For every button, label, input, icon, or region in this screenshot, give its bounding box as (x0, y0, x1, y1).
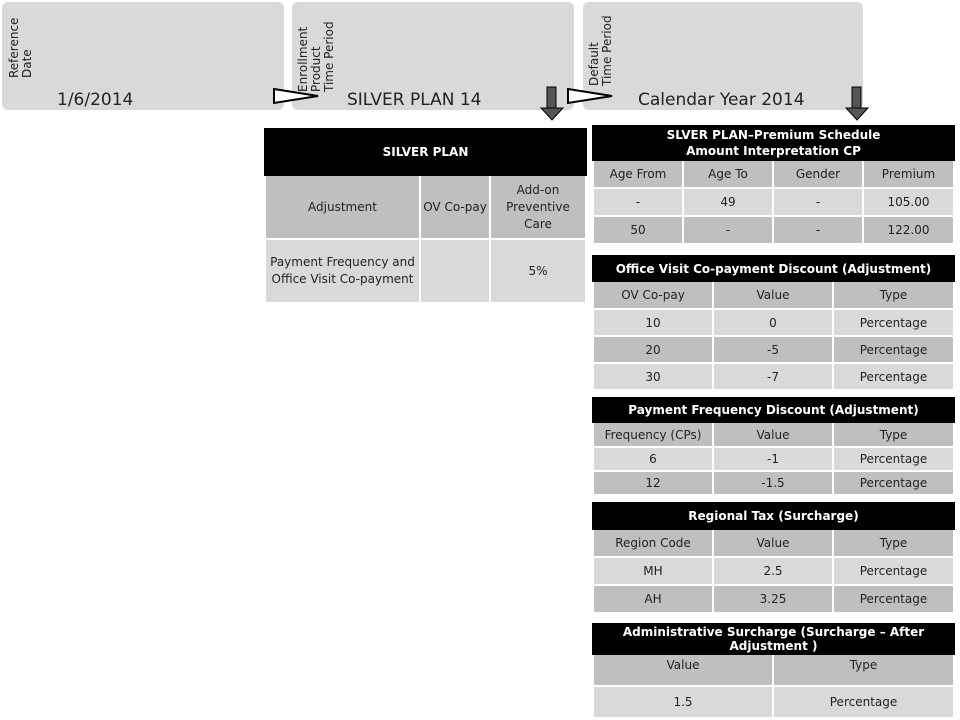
column-header: Age From (593, 160, 683, 188)
enrollment-product-value: SILVER PLAN 14 (347, 90, 482, 110)
reference-date-value: 1/6/2014 (57, 90, 134, 110)
column-header: OV Co-pay (593, 281, 713, 309)
silver-plan-table (264, 128, 587, 304)
column-header: Premium (863, 160, 954, 188)
column-header: Age To (683, 160, 773, 188)
column-header: Adjustment (265, 175, 420, 239)
payment-frequency-title: Payment Frequency Discount (Adjustment) (593, 398, 954, 422)
premium-schedule-title: SLVER PLAN–Premium Schedule Amount Interpretation CP (593, 126, 954, 160)
table-row: 12 -1.5 Percentage (593, 471, 954, 495)
table-row: 30 -7 Percentage (593, 363, 954, 390)
down-arrow-icon (539, 86, 565, 122)
table-row: 1.5 Percentage (593, 686, 954, 718)
ov-discount-title: Office Visit Co-payment Discount (Adjustment) (593, 256, 954, 281)
admin-surcharge-title: Administrative Surcharge (Surcharge – After Adjustment ) (593, 624, 954, 654)
default-time-period-box (583, 2, 863, 110)
column-header: Value (713, 281, 833, 309)
reference-date-box (2, 2, 284, 110)
admin-surcharge-table (592, 623, 955, 719)
ov-discount-table (592, 255, 955, 391)
column-header: Value (713, 529, 833, 557)
column-header: OV Co-pay (420, 175, 490, 239)
column-header: Type (833, 281, 954, 309)
column-header: Type (833, 422, 954, 447)
table-row: 10 0 Percentage (593, 309, 954, 336)
table-row: 20 -5 Percentage (593, 336, 954, 363)
column-header: Gender (773, 160, 863, 188)
table-row: Payment Frequency and Office Visit Co-payment 5% (265, 239, 586, 303)
regional-tax-table (592, 502, 955, 614)
table-row: MH 2.5 Percentage (593, 557, 954, 585)
enrollment-product-label: Enrollment Product Time Period (296, 21, 336, 92)
column-header: Value (593, 654, 773, 686)
reference-date-label: Reference Date (7, 17, 34, 78)
flow-arrow-icon (566, 86, 614, 106)
table-row: AH 3.25 Percentage (593, 585, 954, 613)
column-header: Value (713, 422, 833, 447)
silver-plan-title: SILVER PLAN (265, 129, 586, 175)
default-time-period-value: Calendar Year 2014 (638, 90, 805, 110)
table-row: 6 -1 Percentage (593, 447, 954, 471)
column-header: Region Code (593, 529, 713, 557)
premium-schedule-table (592, 125, 955, 245)
column-header: Frequency (CPs) (593, 422, 713, 447)
column-header: Type (833, 529, 954, 557)
enrollment-product-box (292, 2, 574, 110)
payment-frequency-table (592, 397, 955, 496)
down-arrow-icon (844, 86, 870, 122)
regional-tax-title: Regional Tax (Surcharge) (593, 503, 954, 529)
flow-arrow-icon (272, 86, 320, 106)
table-row: 50 - - 122.00 (593, 216, 954, 244)
column-header: Add-on Preventive Care (490, 175, 586, 239)
table-row: - 49 - 105.00 (593, 188, 954, 216)
default-time-period-label: Default Time Period (587, 15, 614, 86)
column-header: Type (773, 654, 954, 686)
